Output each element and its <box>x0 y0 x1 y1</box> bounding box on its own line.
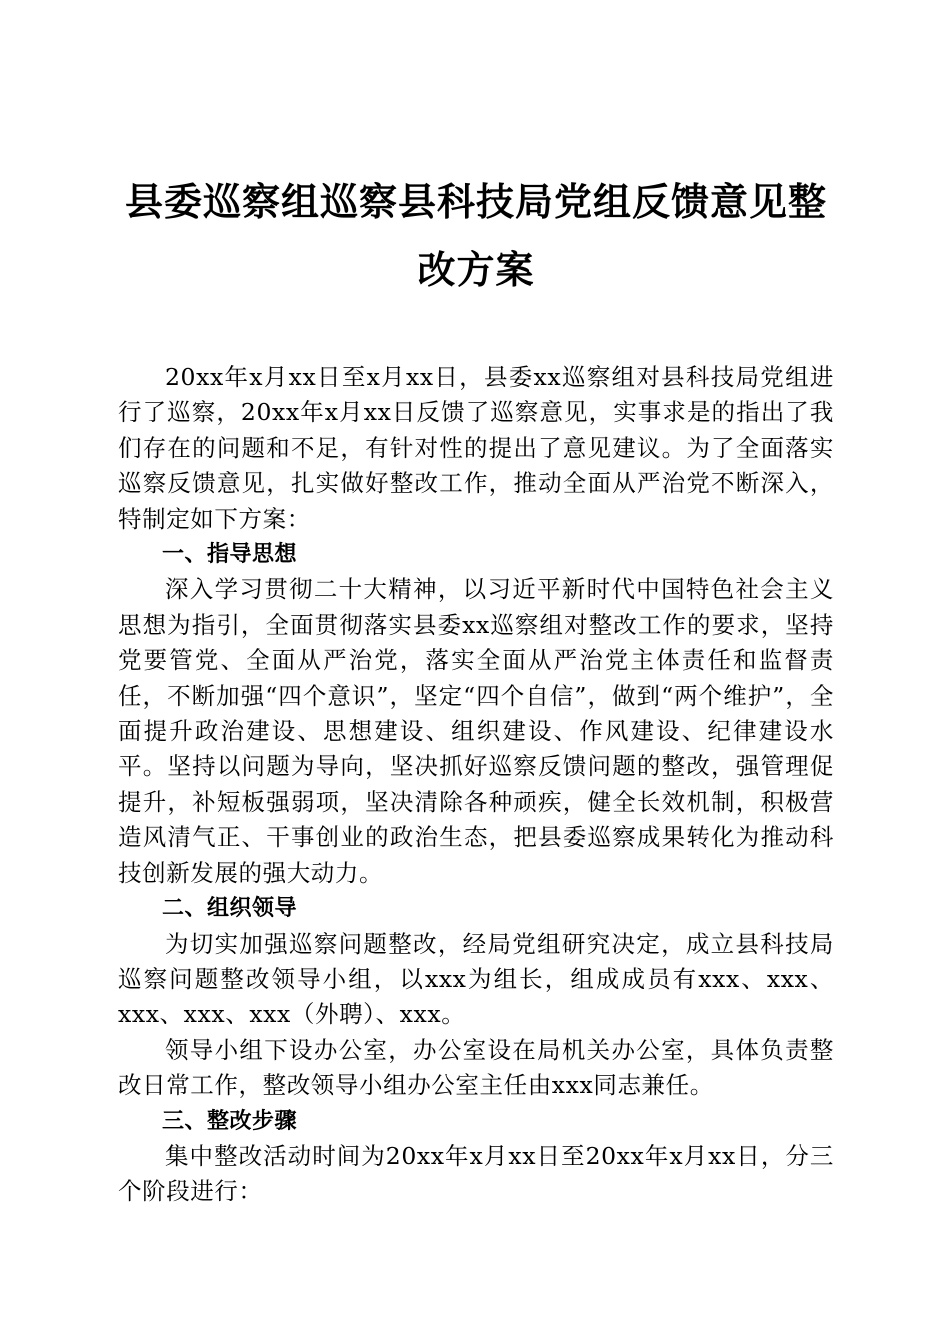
office-paragraph: 领导小组下设办公室，办公室设在局机关办公室，具体负责整改日常工作，整改领导小组办公室主任由xxx同志兼任。 <box>118 1035 834 1100</box>
section-heading-rectification-steps: 三、整改步骤 <box>162 1108 298 1134</box>
section-heading-guiding-ideology: 一、指导思想 <box>162 542 298 568</box>
section-heading-organization-leadership: 二、组织领导 <box>162 896 298 922</box>
document-title: 县委巡察组巡察县科技局党组反馈意见整改方案 <box>124 179 827 292</box>
document-body <box>118 360 834 1210</box>
guiding-ideology-paragraph: 深入学习贯彻二十大精神，以习近平新时代中国特色社会主义思想为指引，全面贯彻落实县委xx巡察组对整改工作的要求，坚持党要管党、全面从严治党，落实全面从严治党主体责任和监督责任，不断加强“四个意识”，坚定“四个自信”，做到“两个维护”，全面提升政治建设、思想建设、组织建设、作风建设、纪律建设水平。坚持以问题为导向，坚决抓好巡察反馈问题的整改，强管理促提升，补短板强弱项，坚决清除各种顽疾，健全长效机制，积极营造风清气正、干事创业的政治生态，把县委巡察成果转化为推动科技创新发展的强大动力。 <box>118 575 834 887</box>
leadership-group-paragraph: 为切实加强巡察问题整改，经局党组研究决定，成立县科技局巡察问题整改领导小组，以xxx为组长，组成成员有xxx、xxx、xxx、xxx、xxx（外聘）、xxx。 <box>118 929 834 1029</box>
intro-paragraph: 20xx年x月xx日至x月xx日，县委xx巡察组对县科技局党组进行了巡察，20xx年x月xx日反馈了巡察意见，实事求是的指出了我们存在的问题和不足，有针对性的提出了意见建议。为了全面落实巡察反馈意见，扎实做好整改工作，推动全面从严治党不断深入，特制定如下方案： <box>118 363 834 533</box>
rectification-steps-paragraph: 集中整改活动时间为20xx年x月xx日至20xx年x月xx日，分三个阶段进行： <box>118 1141 834 1206</box>
